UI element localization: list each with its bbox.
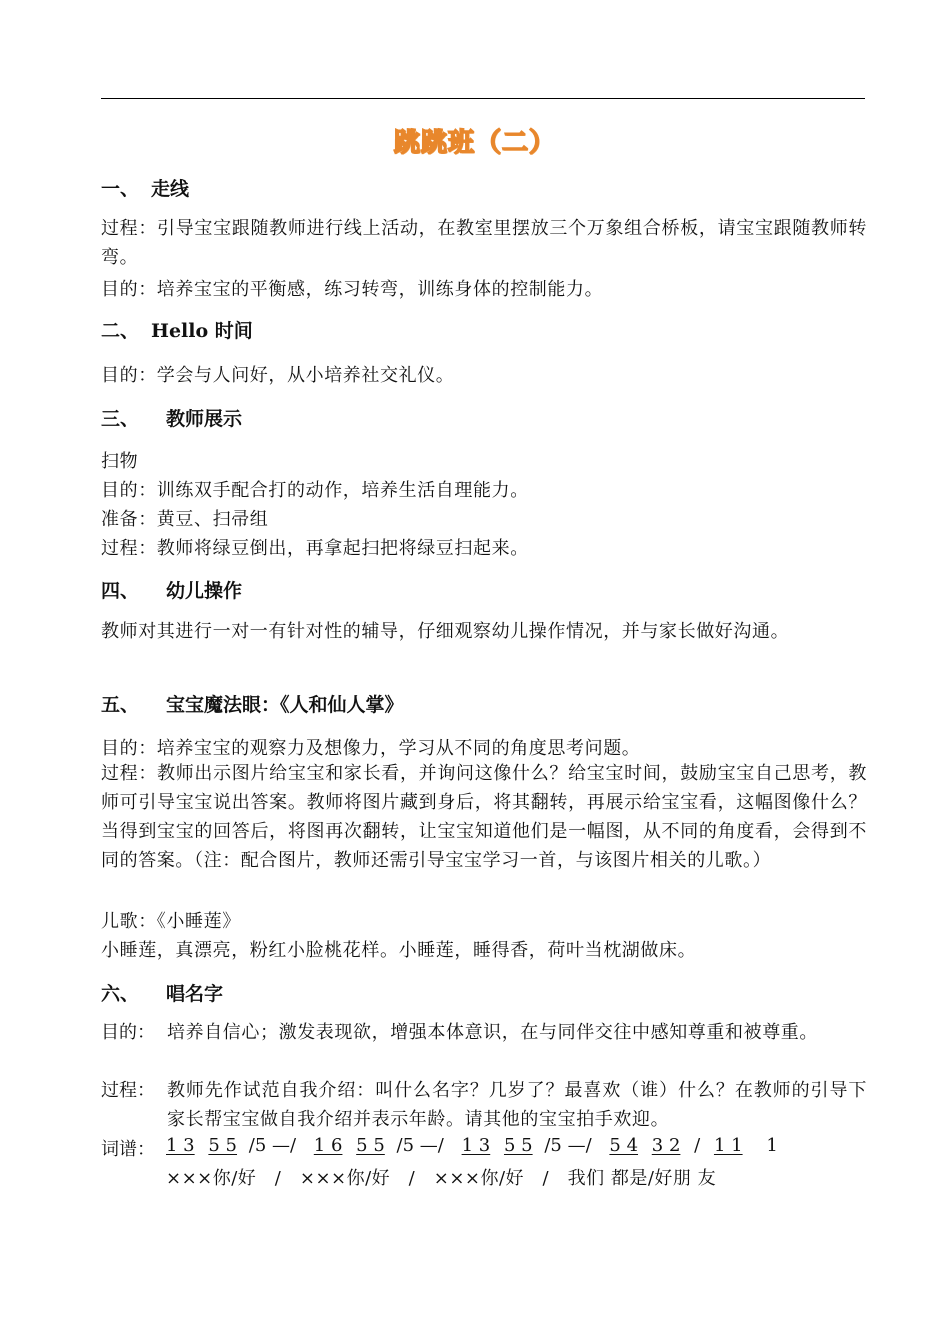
section-1-process: 过程：引导宝宝跟随教师进行线上活动，在教室里摆放三个万象组合桥板，请宝宝跟随教师转弯。 bbox=[101, 218, 867, 268]
section-3-title: 教师展示 bbox=[166, 408, 243, 430]
note-group: 5 4 bbox=[609, 1135, 639, 1156]
section-2-goal: 目的：学会与人问好，从小培养社交礼仪。 bbox=[101, 365, 455, 386]
section-6-number: 六、 bbox=[101, 983, 140, 1005]
score-lyrics: ×××你/好 / ×××你/好 / ×××你/好 / 我们 都是/好朋 友 bbox=[166, 1168, 717, 1189]
note-group: /5 —/ bbox=[396, 1135, 444, 1156]
score-notes bbox=[166, 1135, 778, 1156]
section-5-number: 五、 bbox=[101, 694, 140, 716]
section-6-title: 唱名字 bbox=[166, 983, 224, 1005]
section-2-heading bbox=[101, 316, 253, 343]
section-3-number: 三、 bbox=[101, 408, 140, 430]
note-group: /5 —/ bbox=[544, 1135, 592, 1156]
section-5-process: 过程：教师出示图片给宝宝和家长看，并询问这像什么？给宝宝时间，鼓励宝宝自己思考，教师可引导宝宝说出答案。教师将图片藏到身后，将其翻转，再展示给宝宝看，这幅图像什么？当得到宝宝的回答后，将图再次翻转，让宝宝知道他们是一幅图，从不同的角度看，会得到不同的答案。（注：配合图片，教师还需引导宝宝学习一首，与该图片相关的儿歌。） bbox=[101, 763, 867, 871]
section-5-song-label: 儿歌：《小睡莲》 bbox=[101, 911, 241, 932]
note-group: 5 5 bbox=[503, 1135, 533, 1156]
header-rule bbox=[101, 98, 865, 99]
section-5-title: 宝宝魔法眼：《人和仙人掌》 bbox=[166, 694, 404, 716]
section-4-number: 四、 bbox=[101, 580, 140, 602]
section-5-goal: 目的：培养宝宝的观察力及想像力，学习从不同的角度思考问题。 bbox=[101, 738, 641, 759]
section-4-text: 教师对其进行一对一有针对性的辅导，仔细观察幼儿操作情况，并与家长做好沟通。 bbox=[101, 621, 790, 642]
section-6-process-text: 教师先作试范自我介绍：叫什么名字？几岁了？最喜欢（谁）什么？在教师的引导下家长帮宝宝做自我介绍并表示年龄。请其他的宝宝拍手欢迎。 bbox=[167, 1080, 867, 1130]
section-6-process bbox=[101, 1076, 867, 1134]
section-1-goal: 目的：培养宝宝的平衡感，练习转弯，训练身体的控制能力。 bbox=[101, 279, 604, 300]
score-label: 词谱： bbox=[101, 1139, 155, 1160]
section-3-goal: 目的：训练双手配合打的动作，培养生活自理能力。 bbox=[101, 480, 529, 501]
note-group: 5 5 bbox=[356, 1135, 385, 1156]
note-group: /5 —/ bbox=[248, 1135, 297, 1156]
section-6-goal-label: 目的： bbox=[101, 1022, 155, 1043]
section-6-heading bbox=[101, 979, 224, 1006]
note-group: 5 5 bbox=[208, 1135, 238, 1156]
section-6-goal bbox=[101, 1018, 867, 1047]
section-6-process-label: 过程： bbox=[101, 1080, 155, 1101]
note-group: 1 1 bbox=[713, 1135, 743, 1156]
note-group: 3 2 bbox=[651, 1135, 681, 1156]
section-4-title: 幼儿操作 bbox=[166, 580, 243, 602]
section-5-heading bbox=[101, 690, 404, 717]
section-3-heading bbox=[101, 404, 243, 431]
note-group: 1 6 bbox=[313, 1135, 343, 1156]
section-6-goal-text: 培养自信心；激发表现欲，增强本体意识，在与同伴交往中感知尊重和被尊重。 bbox=[167, 1022, 818, 1043]
section-5-song: 小睡莲，真漂亮，粉红小脸桃花样。小睡莲，睡得香，荷叶当枕湖做床。 bbox=[101, 940, 697, 961]
note-group: 1 3 bbox=[461, 1135, 491, 1156]
page-title: 跳跳班（二） bbox=[393, 128, 556, 158]
section-2-title: Hello 时间 bbox=[151, 320, 253, 342]
section-2-number: 二、 bbox=[101, 320, 140, 342]
section-1-heading bbox=[101, 174, 190, 201]
section-1-number: 一、 bbox=[101, 178, 140, 200]
note-group: / bbox=[694, 1135, 701, 1156]
section-3-prep: 准备：黄豆、扫帚组 bbox=[101, 509, 269, 530]
section-1-title: 走线 bbox=[151, 178, 190, 200]
note-group: 1 3 bbox=[166, 1135, 195, 1156]
note-group: 1 bbox=[766, 1135, 778, 1156]
section-3-item: 扫物 bbox=[101, 451, 139, 472]
section-4-heading bbox=[101, 576, 243, 603]
section-3-process: 过程：教师将绿豆倒出，再拿起扫把将绿豆扫起来。 bbox=[101, 538, 529, 559]
